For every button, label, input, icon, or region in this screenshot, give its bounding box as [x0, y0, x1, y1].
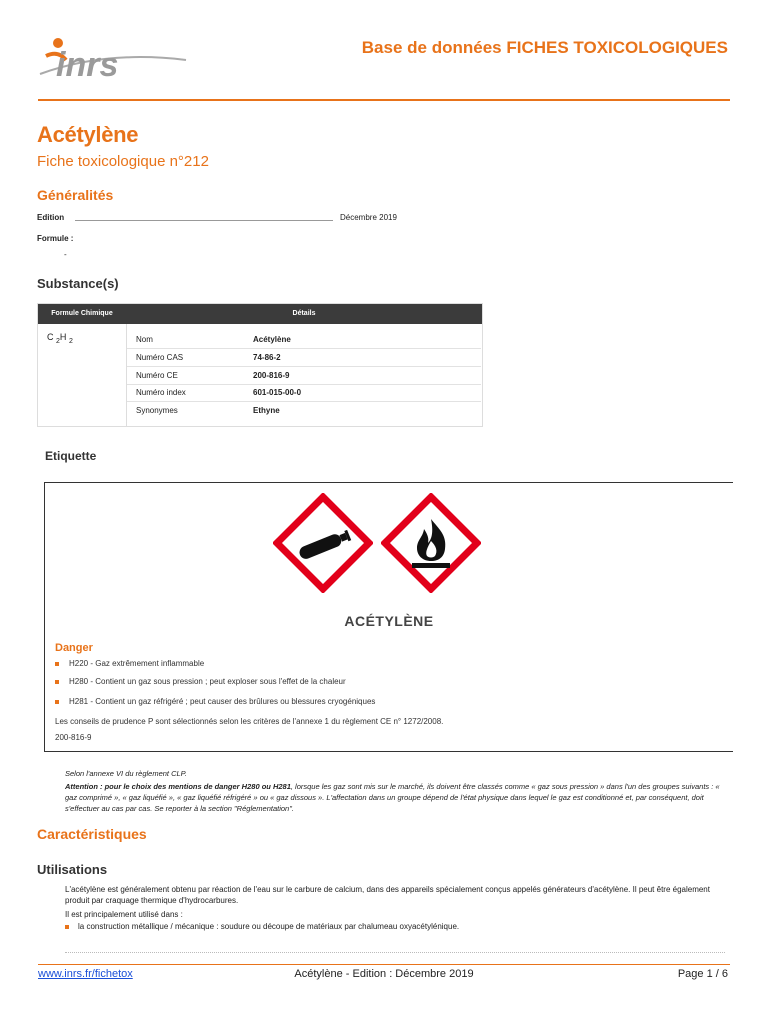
- hazard-statement-h281: [55, 697, 375, 706]
- substance-table: [37, 303, 483, 427]
- row-value: 200-816-9: [253, 371, 290, 380]
- row-value: 601-015-00-0: [253, 388, 302, 397]
- attention-bold: Attention : pour le choix des mentions de danger H280 ou H281: [65, 782, 291, 791]
- table-row: [127, 331, 481, 349]
- table-row: [127, 367, 481, 385]
- section-heading-caracteristiques: Caractéristiques: [37, 826, 147, 842]
- gas-cylinder-icon: [273, 493, 373, 593]
- utilisations-paragraph: L'acétylène est généralement obtenu par réaction de l'eau sur le carbure de calcium, dans des appareils spécialement conçus appelés générateurs d'acétylène. Il peut être également produit par craquage thermique d'hydrocarbures.: [65, 885, 710, 905]
- formula-h-sub: 2: [68, 337, 73, 345]
- row-key: Synonymes: [136, 406, 178, 415]
- inrs-logo: [36, 30, 196, 90]
- dotted-leader: [75, 220, 333, 221]
- section-heading-substances: Substance(s): [37, 276, 119, 291]
- row-key: Nom: [136, 335, 153, 344]
- edition-value: Décembre 2019: [340, 213, 397, 222]
- bullet-icon: [55, 700, 59, 704]
- label-ce-number: 200-816-9: [55, 733, 92, 742]
- formule-label: Formule :: [37, 234, 74, 243]
- label-substance-name: ACÉTYLÈNE: [344, 613, 434, 629]
- formula-h: H: [59, 332, 67, 342]
- hazard-statement-text: H280 - Contient un gaz sous pression ; peut exploser sous l'effet de la chaleur: [69, 677, 346, 686]
- page-subtitle: Fiche toxicologique n°212: [37, 153, 209, 170]
- list-item-text: la construction métallique / mécanique : soudure ou découpe de matériaux par chalumeau oxyacétylénique.: [78, 922, 460, 931]
- hazard-statement-text: H220 - Gaz extrêmement inflammable: [69, 659, 205, 668]
- utilisations-intro: Il est principalement utilisé dans :: [65, 910, 183, 919]
- row-key: Numéro CE: [136, 371, 178, 380]
- attention-text: , lorsque les gaz sont mis sur le marché, ils doivent être classés comme « gaz sous pression » dans l'un des groupes suivants : « gaz comprimé », « gaz liquéfié », « gaz liquéfié réfrigéré » ou « gaz dissous ». L'affectation dans un groupe dépend de l'état physique dans lequel le gaz est conditionné et, par conséquent, doit s'effectuer au cas par cas. Se reporter à la section "Réglementation".: [65, 782, 720, 813]
- row-key: Numéro index: [136, 388, 186, 397]
- row-key: Numéro CAS: [136, 353, 184, 362]
- column-header-formule: Formule Chimique: [38, 304, 126, 324]
- page-title: Acétylène: [37, 122, 139, 147]
- row-value: Acétylène: [253, 335, 291, 344]
- bullet-icon: [55, 662, 59, 666]
- clp-note: Selon l'annexe VI du règlement CLP.: [65, 769, 187, 778]
- hazard-label-box: [44, 482, 733, 752]
- row-value: Ethyne: [253, 406, 280, 415]
- table-row: [127, 402, 481, 419]
- chemical-formula: [47, 332, 73, 345]
- subsection-heading-utilisations: Utilisations: [37, 862, 108, 877]
- signal-word: Danger: [55, 642, 93, 654]
- header-title: Base de données FICHES TOXICOLOGIQUES: [361, 38, 728, 57]
- list-item: [65, 922, 459, 931]
- table-row: [127, 349, 481, 367]
- prudence-note: Les conseils de prudence P sont sélectionnés selon les critères de l'annexe 1 du règlement CE n° 1272/2008.: [55, 717, 444, 726]
- section-heading-etiquette: Etiquette: [45, 449, 97, 463]
- formula-c: C: [47, 332, 54, 342]
- header-divider: [38, 99, 730, 101]
- svg-text:inrs: inrs: [56, 46, 119, 84]
- column-header-details: Détails: [126, 304, 482, 324]
- page-number: Page 1 / 6: [677, 968, 728, 980]
- footer-divider: [38, 964, 730, 965]
- formula-c-sub: 2: [56, 337, 60, 345]
- row-value: 74-86-2: [253, 353, 281, 362]
- hazard-statement-h280: [55, 677, 346, 686]
- bullet-icon: [55, 680, 59, 684]
- truncated-text-line: [65, 952, 725, 956]
- hazard-statement-text: H281 - Contient un gaz réfrigéré ; peut causer des brûlures ou blessures cryogéniques: [69, 697, 376, 706]
- section-heading-generalites: Généralités: [37, 187, 114, 203]
- footer-edition: Acétylène - Edition : Décembre 2019: [294, 968, 474, 980]
- hazard-statement-h220: [55, 659, 204, 668]
- flame-icon: [381, 493, 481, 593]
- bullet-icon: [65, 925, 69, 929]
- attention-note: [65, 781, 725, 814]
- edition-label: Edition: [37, 213, 65, 222]
- table-row: [127, 384, 481, 402]
- footer-link[interactable]: www.inrs.fr/fichetox: [38, 968, 133, 980]
- formule-value: -: [64, 250, 67, 259]
